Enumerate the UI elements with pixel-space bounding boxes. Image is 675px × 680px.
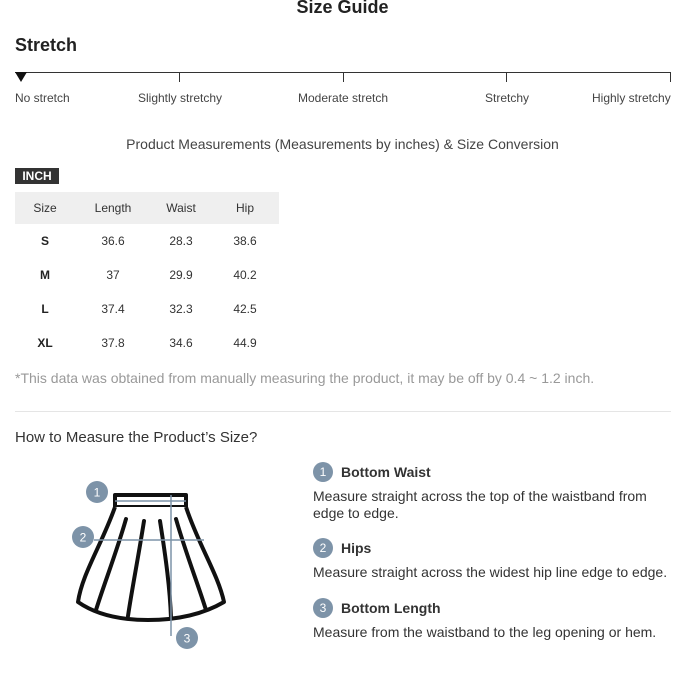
measure-item-hips [313,538,673,581]
number-badge-icon: 2 [313,538,333,558]
waist-cell: 34.6 [169,336,193,350]
table-header-row [15,192,279,224]
size-cell: XL [37,336,53,350]
measure-title: Hips [341,540,372,556]
waist-cell: 32.3 [169,302,193,316]
size-table [15,192,279,360]
stretch-label-none: No stretch [15,91,70,105]
svg-text:2: 2 [79,530,87,545]
column-header-size: Size [15,192,75,224]
measure-description: Measure from the waistband to the leg opening or hem. [313,624,657,640]
stretch-tick [506,72,507,82]
number-badge-icon: 1 [313,462,333,482]
stretch-tick [179,72,180,82]
measure-title: Bottom Waist [341,464,431,480]
measurements-title: Product Measurements (Measurements by inches) & Size Conversion [126,136,559,152]
stretch-label-stretchy: Stretchy [485,91,530,105]
measurement-disclaimer: *This data was obtained from manually measuring the product, it may be off by 0.4 ~ 1.2 inch. [15,370,595,386]
measure-description: Measure straight across the widest hip line edge to edge. [313,564,668,580]
waist-cell: 29.9 [169,268,193,282]
stretch-tick [343,72,344,82]
waist-cell: 28.3 [169,234,193,248]
stretch-marker-icon [15,72,27,82]
measure-title: Bottom Length [341,600,441,616]
length-cell: 36.6 [101,234,125,248]
size-cell: L [41,302,49,316]
svg-text:1: 1 [93,485,101,500]
length-cell: 37.4 [101,302,125,316]
stretch-label-moderate: Moderate stretch [298,91,389,105]
hip-cell: 40.2 [233,268,257,282]
stretch-heading: Stretch [15,35,78,55]
table-row [15,224,279,258]
table-row [15,292,279,326]
stretch-label-high: Highly stretchy [592,91,671,105]
hip-cell: 38.6 [233,234,257,248]
skirt-diagram-icon [68,474,238,654]
column-header-length: Length [75,192,151,224]
hip-cell: 42.5 [233,302,257,316]
stretch-label-slight: Slightly stretchy [138,91,223,105]
section-divider [15,411,671,412]
measure-item-bottom-waist [313,462,673,522]
column-header-waist: Waist [151,192,211,224]
stretch-scale [15,70,671,82]
page-title: Size Guide [296,0,389,17]
length-cell: 37.8 [101,336,125,350]
svg-text:3: 3 [183,631,191,646]
stretch-tick [670,72,671,82]
how-to-measure-heading: How to Measure the Product’s Size? [15,429,258,446]
number-badge-icon: 3 [313,598,333,618]
size-cell: S [40,234,49,248]
unit-badge: INCH [15,168,59,184]
column-header-hip: Hip [211,192,279,224]
table-row [15,258,279,292]
size-cell: M [40,268,50,282]
hip-cell: 44.9 [233,336,257,350]
table-row [15,326,279,360]
length-cell: 37 [106,268,120,282]
measure-item-bottom-length [313,598,673,641]
measure-description: Measure straight across the top of the waistband from edge to edge. [313,488,647,521]
